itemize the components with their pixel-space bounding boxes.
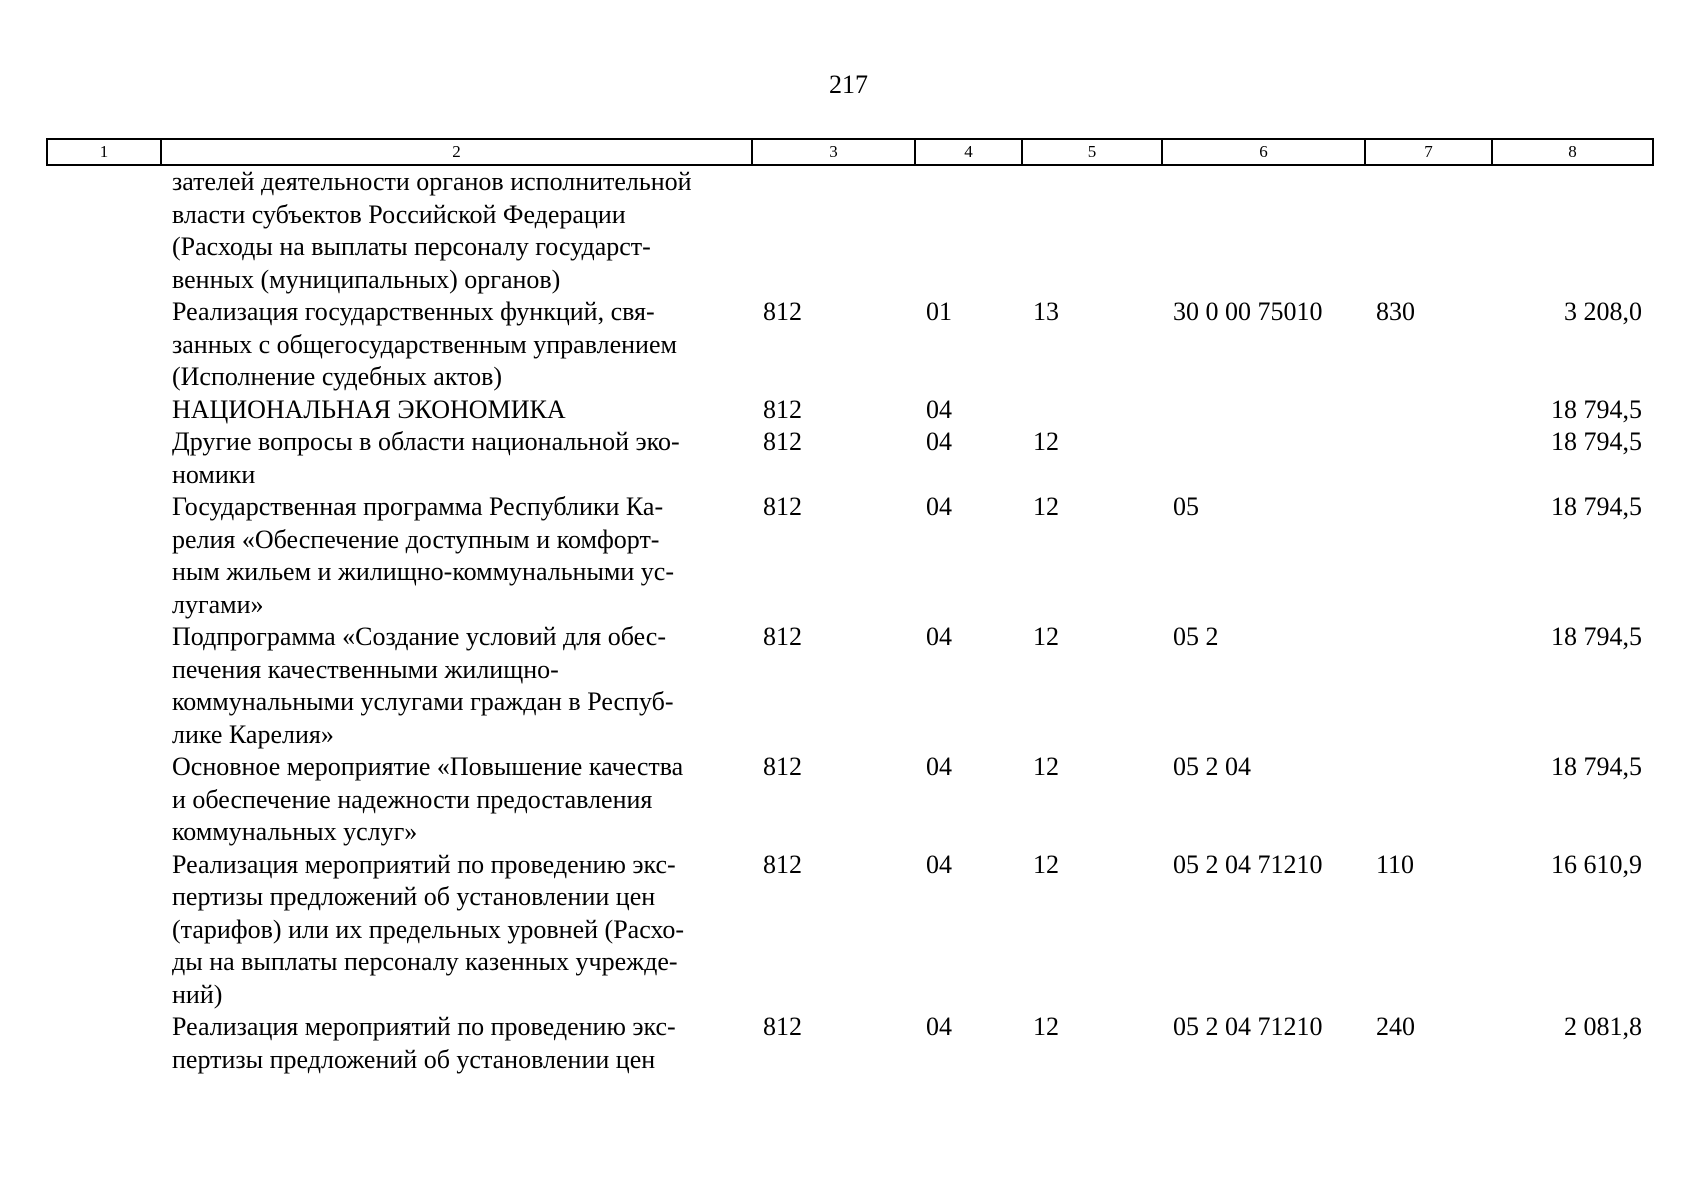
- section-code-cell: 04: [926, 427, 952, 456]
- target-article-cell: [1162, 394, 1365, 427]
- row-number-cell: [47, 491, 161, 621]
- item-name-line: Реализация мероприятий по проведению экс-: [172, 1012, 676, 1041]
- item-name-cell: [161, 1011, 752, 1076]
- section-code-cell: 04: [926, 492, 952, 521]
- target-article-cell: 30 0 00 75010: [1173, 297, 1323, 326]
- ministry-code-cell: 812: [763, 427, 802, 456]
- table-row: [47, 426, 1653, 491]
- item-name-line: Другие вопросы в области национальной эко-: [172, 427, 680, 456]
- ministry-code-cell: 812: [763, 394, 802, 424]
- item-name-cell: [161, 849, 752, 1012]
- item-name-line: Подпрограмма «Создание условий для обес-: [172, 622, 666, 651]
- item-name-cell: [161, 751, 752, 849]
- item-name-cell: [161, 491, 752, 621]
- row-number-cell: [47, 849, 161, 1012]
- item-name-line: Основное мероприятие «Повышение качества: [172, 752, 684, 781]
- page-number: 217: [829, 70, 868, 99]
- table-row: [47, 165, 1653, 296]
- row-number-cell: [47, 1011, 161, 1076]
- row-number-cell: [47, 426, 161, 491]
- table-row: [47, 1011, 1653, 1076]
- row-number-cell: [47, 165, 161, 296]
- amount-cell: 2 081,8: [1564, 1012, 1642, 1041]
- column-number: 5: [1022, 139, 1162, 165]
- row-number-cell: [47, 394, 161, 427]
- row-number-cell: [47, 621, 161, 751]
- expense-type-cell: 240: [1376, 1012, 1415, 1041]
- section-code-cell: 04: [926, 1012, 952, 1041]
- subsection-code-cell: 12: [1033, 622, 1059, 651]
- item-name-line: Государственная программа Республики Ка-: [172, 492, 664, 521]
- target-article-cell: 05: [1173, 492, 1199, 521]
- item-name-cell: [161, 426, 752, 491]
- item-name-line: ний): [172, 979, 223, 1009]
- ministry-code-cell: [752, 165, 915, 296]
- column-number-row: [47, 139, 1653, 165]
- item-name-line: печения качественными жилищно-: [172, 654, 559, 684]
- table-row: [47, 751, 1653, 849]
- item-name-line: пертизы предложений об установлении цен: [172, 882, 656, 911]
- subsection-code-cell: [1022, 165, 1162, 296]
- ministry-code-cell: 812: [763, 1012, 802, 1041]
- column-number: 3: [752, 139, 915, 165]
- item-name-line: пертизы предложений об установлении цен: [172, 1044, 656, 1074]
- ministry-code-cell: 812: [763, 297, 802, 326]
- ministry-code-cell: 812: [763, 492, 802, 521]
- item-name-line: ды на выплаты персоналу казенных учрежде-: [172, 947, 678, 976]
- subsection-code-cell: [1022, 394, 1162, 427]
- table-row: [47, 296, 1653, 394]
- section-code-cell: [915, 165, 1022, 296]
- column-number: 1: [47, 139, 161, 165]
- target-article-cell: [1162, 426, 1365, 491]
- item-name-line: занных с общегосударственным управлением: [172, 329, 677, 359]
- amount-cell: 18 794,5: [1551, 394, 1642, 424]
- row-number-cell: [47, 296, 161, 394]
- amount-cell: 18 794,5: [1551, 492, 1642, 521]
- target-article-cell: 05 2 04: [1173, 752, 1251, 781]
- target-article-cell: 05 2 04 71210: [1173, 1012, 1323, 1041]
- item-name-line: коммунальными услугами граждан в Респуб-: [172, 687, 674, 716]
- amount-cell: 18 794,5: [1551, 622, 1642, 651]
- expense-type-cell: [1365, 165, 1492, 296]
- expense-type-cell: [1365, 394, 1492, 427]
- item-name-line: (тарифов) или их предельных уровней (Расхо-: [172, 914, 685, 944]
- item-name-line: венных (муниципальных) органов): [172, 264, 561, 294]
- target-article-cell: 05 2: [1173, 622, 1219, 651]
- ministry-code-cell: 812: [763, 752, 802, 781]
- ministry-code-cell: 812: [763, 622, 802, 651]
- section-code-cell: 01: [926, 297, 952, 326]
- expense-type-cell: [1365, 491, 1492, 621]
- subsection-code-cell: 12: [1033, 849, 1059, 879]
- item-name-line: и обеспечение надежности предоставления: [172, 784, 653, 814]
- target-article-cell: 05 2 04 71210: [1173, 849, 1323, 879]
- item-name-cell: [161, 394, 752, 427]
- amount-cell: [1492, 165, 1653, 296]
- subsection-code-cell: 12: [1033, 1012, 1059, 1041]
- section-code-cell: 04: [926, 849, 952, 879]
- section-code-cell: 04: [926, 622, 952, 651]
- section-code-cell: 04: [926, 394, 952, 424]
- amount-cell: 3 208,0: [1564, 297, 1642, 326]
- column-number: 4: [915, 139, 1022, 165]
- row-number-cell: [47, 751, 161, 849]
- table-body: [47, 165, 1653, 1076]
- subsection-code-cell: 12: [1033, 492, 1059, 521]
- item-name-cell: [161, 621, 752, 751]
- column-number: 7: [1365, 139, 1492, 165]
- column-number: 8: [1492, 139, 1653, 165]
- item-name-line: ным жильем и жилищно-коммунальными ус-: [172, 557, 674, 586]
- amount-cell: 16 610,9: [1551, 849, 1642, 879]
- item-name-line: коммунальных услуг»: [172, 817, 418, 846]
- expense-type-cell: 110: [1376, 849, 1415, 879]
- item-name-line: зателей деятельности органов исполнительной: [172, 167, 692, 196]
- subsection-code-cell: 12: [1033, 427, 1059, 456]
- expense-type-cell: [1365, 751, 1492, 849]
- item-name-line: (Исполнение судебных актов): [172, 362, 503, 391]
- table-row: [47, 621, 1653, 751]
- item-name-line: лугами»: [172, 589, 264, 619]
- item-name-cell: [161, 296, 752, 394]
- item-name-line: Реализация мероприятий по проведению экс-: [172, 849, 676, 879]
- target-article-cell: [1162, 165, 1365, 296]
- expense-type-cell: 830: [1376, 297, 1415, 326]
- column-number: 6: [1162, 139, 1365, 165]
- column-number: 2: [161, 139, 752, 165]
- item-name-line: релия «Обеспечение доступным и комфорт-: [172, 524, 660, 554]
- subsection-code-cell: 13: [1033, 297, 1059, 326]
- item-name-line: власти субъектов Российской Федерации: [172, 199, 626, 229]
- section-code-cell: 04: [926, 752, 952, 781]
- expense-type-cell: [1365, 621, 1492, 751]
- item-name-line: Реализация государственных функций, свя-: [172, 297, 655, 326]
- expense-type-cell: [1365, 426, 1492, 491]
- item-name-line: лике Карелия»: [172, 719, 334, 749]
- table-row: [47, 849, 1653, 1012]
- budget-table: [46, 138, 1654, 1076]
- item-name-line: (Расходы на выплаты персоналу государст-: [172, 232, 651, 261]
- amount-cell: 18 794,5: [1551, 752, 1642, 781]
- item-name-line: НАЦИОНАЛЬНАЯ ЭКОНОМИКА: [172, 394, 566, 424]
- table-row: [47, 491, 1653, 621]
- item-name-cell: [161, 165, 752, 296]
- amount-cell: 18 794,5: [1551, 427, 1642, 456]
- ministry-code-cell: 812: [763, 849, 802, 879]
- subsection-code-cell: 12: [1033, 752, 1059, 781]
- item-name-line: номики: [172, 459, 256, 489]
- table-row: [47, 394, 1653, 427]
